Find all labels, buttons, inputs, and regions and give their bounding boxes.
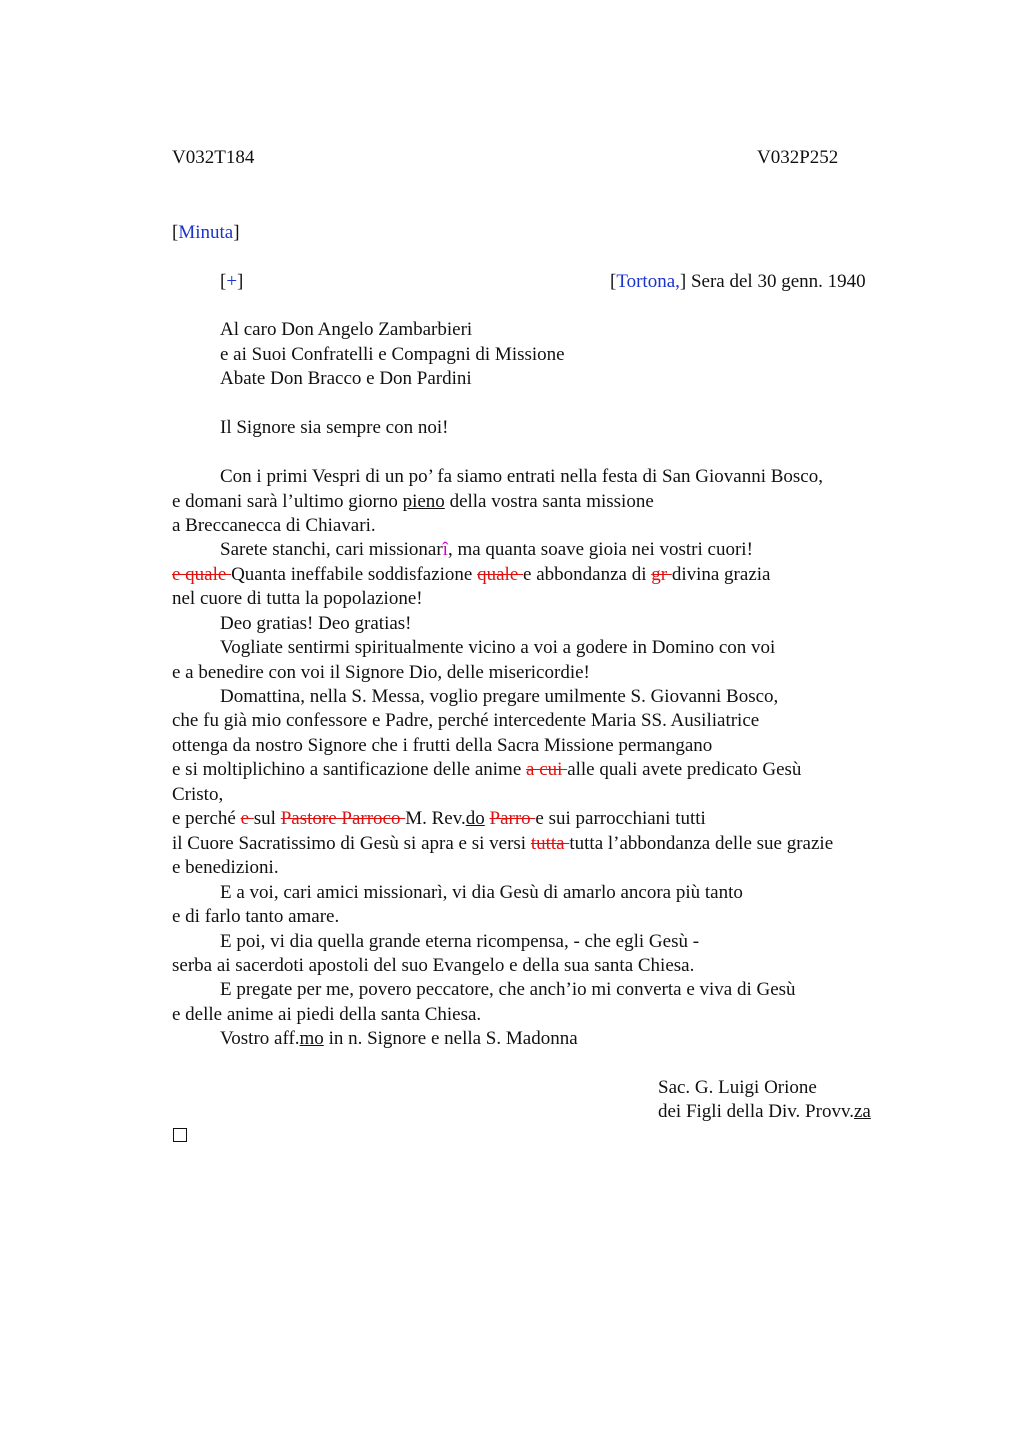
body-line: e delle anime ai piedi della santa Chiesa.: [172, 1004, 482, 1025]
body-line: Con i primi Vespri di un po’ fa siamo entrati nella festa di San Giovanni Bosco,: [220, 466, 823, 487]
body-line: che fu già mio confessore e Padre, perché intercedente Maria SS. Ausiliatrice: [172, 710, 760, 731]
address-line: Abate Don Bracco e Don Pardini: [220, 368, 472, 389]
body-line: e quale Quanta ineffabile soddisfazione quale e abbondanza di gr divina grazia: [172, 564, 771, 585]
body-line: E a voi, cari amici missionarì, vi dia Gesù di amarlo ancora più tanto: [220, 882, 743, 903]
body-line: e si moltiplichino a santificazione delle anime a cui alle quali avete predicato Gesù: [172, 759, 802, 780]
right-code: V032P252: [757, 147, 839, 168]
body-line: e di farlo tanto amare.: [172, 906, 340, 927]
body-line: Domattina, nella S. Messa, voglio pregare umilmente S. Giovanni Bosco,: [220, 686, 779, 707]
address-line: Al caro Don Angelo Zambarbieri: [220, 319, 473, 340]
body-line: a Breccanecca di Chiavari.: [172, 515, 376, 536]
body-line: e benedizioni.: [172, 857, 279, 878]
address-line: e ai Suoi Confratelli e Compagni di Missione: [220, 344, 565, 365]
body-line: serba ai sacerdoti apostoli del suo Evangelo e della sua santa Chiesa.: [172, 955, 695, 976]
cross-mark: [+]: [220, 271, 244, 292]
body-line: E pregate per me, povero peccatore, che anch’io mi converta e viva di Gesù: [220, 979, 796, 1000]
body-line: Vogliate sentirmi spiritualmente vicino a voi a godere in Domino con voi: [220, 637, 776, 658]
end-box-icon: [173, 1128, 187, 1142]
closing-line: Vostro aff.mo in n. Signore e nella S. Madonna: [220, 1028, 578, 1049]
body-line: Sarete stanchi, cari missionarî, ma quanta soave gioia nei vostri cuori!: [220, 539, 753, 560]
body-line: E poi, vi dia quella grande eterna ricompensa, - che egli Gesù -: [220, 931, 700, 952]
left-code: V032T184: [172, 147, 255, 168]
body-line: e a benedire con voi il Signore Dio, delle misericordie!: [172, 662, 590, 683]
body-line: e perché e sul Pastore Parroco M. Rev.do Parro e sui parrocchiani tutti: [172, 808, 706, 829]
body-line: e domani sarà l’ultimo giorno pieno della vostra santa missione: [172, 491, 654, 512]
body-line: Cristo,: [172, 784, 224, 805]
body-line: ottenga da nostro Signore che i frutti della Sacra Missione permangano: [172, 735, 713, 756]
body-line: Deo gratias! Deo gratias!: [220, 613, 412, 634]
body-line: il Cuore Sacratissimo di Gesù si apra e si versi tutta tutta l’abbondanza delle sue grazie: [172, 833, 834, 854]
signature-line: dei Figli della Div. Provv.za: [658, 1101, 871, 1122]
place-date: [Tortona,] Sera del 30 genn. 1940: [610, 271, 866, 292]
minuta-label: [Minuta]: [172, 222, 240, 243]
greeting: Il Signore sia sempre con noi!: [220, 417, 449, 438]
body-line: nel cuore di tutta la popolazione!: [172, 588, 423, 609]
signature-line: Sac. G. Luigi Orione: [658, 1077, 817, 1098]
